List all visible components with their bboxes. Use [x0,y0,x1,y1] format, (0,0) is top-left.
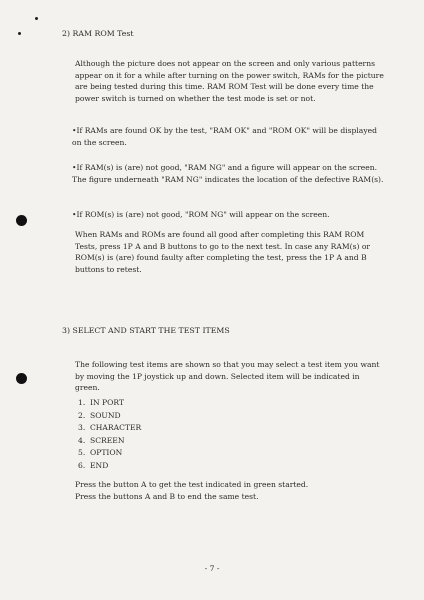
section-heading: 3) SELECT AND START THE TEST ITEMS [62,326,230,335]
paragraph: Although the picture does not appear on the screen and only various patterns appear on it for a while after turning on the power switch, RAMs for the picture are being tested during this time. RAM ROM Test will be done every time the power switch is turned on whether the test mode is set or not. [75,59,384,103]
list-item: 5. OPTION [78,448,123,458]
scan-speck [18,32,21,35]
list-item: 3. CHARACTER [78,423,142,433]
scan-speck [35,17,38,20]
bullet-paragraph: •If RAMs are found OK by the test, "RAM OK" and "ROM OK" will be displayed on the screen. [72,126,377,147]
paragraph: Press the buttons A and B to end the same test. [75,492,259,501]
list-item: 6. END [78,460,109,470]
paragraph: The following test items are shown so that you may select a test item you want by moving the 1P joystick up and down. Selected item will be indicated in green. [75,360,380,393]
binder-hole [16,215,27,226]
list-item: 4. SCREEN [78,435,125,445]
test-items-list [78,397,141,473]
bullet-paragraph: •If RAM(s) is (are) not good, "RAM NG" and a figure will appear on the screen. The figure underneath "RAM NG" indicates the location of the defective RAM(s). [72,163,384,184]
list-item: 1. IN PORT [78,398,125,407]
paragraph: When RAMs and ROMs are found all good after completing this RAM ROM Tests, press 1P A and B buttons to go to the next test. In case any RAM(s) or ROM(s) is (are) found faulty after completing the test, press the 1P A and B buttons to retest. [75,230,371,274]
page-number: - 7 - [204,564,220,573]
binder-hole [16,373,27,384]
section-heading: 2) RAM ROM Test [62,29,134,38]
paragraph: Press the button A to get the test indicated in green started. [75,480,309,489]
list-item: 2. SOUND [78,410,121,420]
bullet-paragraph: •If ROM(s) is (are) not good, "ROM NG" will appear on the screen. [72,210,330,219]
